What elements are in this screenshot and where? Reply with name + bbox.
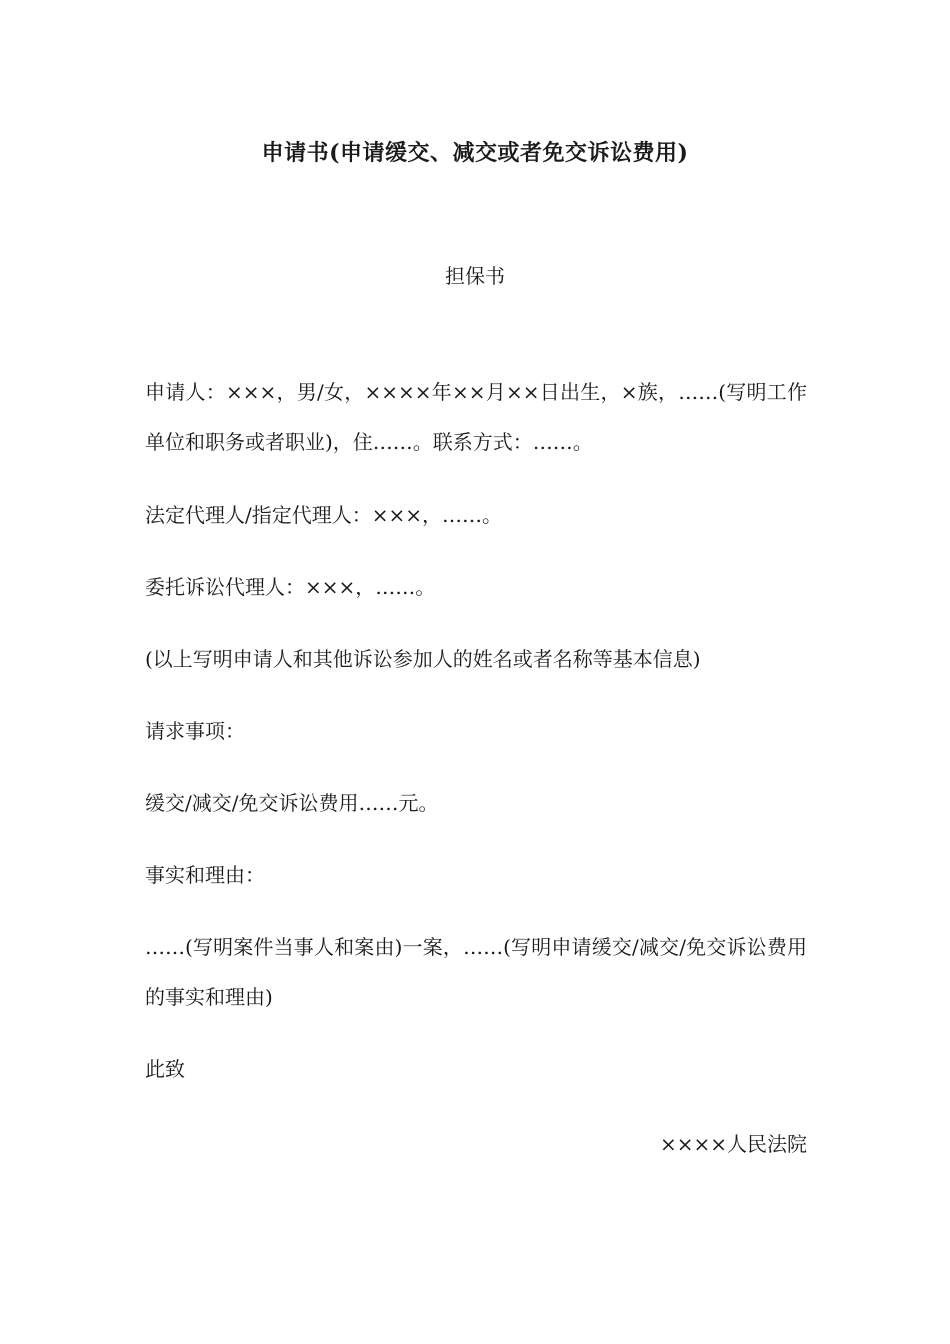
facts-paragraph: ……(写明案件当事人和案由)一案，……(写明申请缓交/减交/免交诉讼费用的事实和理由) [145,935,807,1009]
request-heading: 请求事项： [145,719,245,743]
closing-salutation: 此致 [145,1057,185,1081]
court-recipient: ××××人民法院 [659,1132,807,1156]
request-content: 缓交/减交/免交诉讼费用……元。 [145,791,439,815]
applicant-paragraph: 申请人：×××，男/女，××××年××月××日出生，×族，……(写明工作单位和职务或者职业)，住……。联系方式：……。 [145,380,807,454]
legal-representative-line: 法定代理人/指定代理人：×××，……。 [145,503,503,527]
document-title: 申请书(申请缓交、减交或者免交诉讼费用) [261,140,689,166]
agent-line: 委托诉讼代理人：×××，……。 [145,575,436,599]
info-note-line: (以上写明申请人和其他诉讼参加人的姓名或者名称等基本信息) [145,647,701,671]
document-subtitle: 担保书 [445,264,505,288]
facts-heading: 事实和理由： [145,863,265,887]
